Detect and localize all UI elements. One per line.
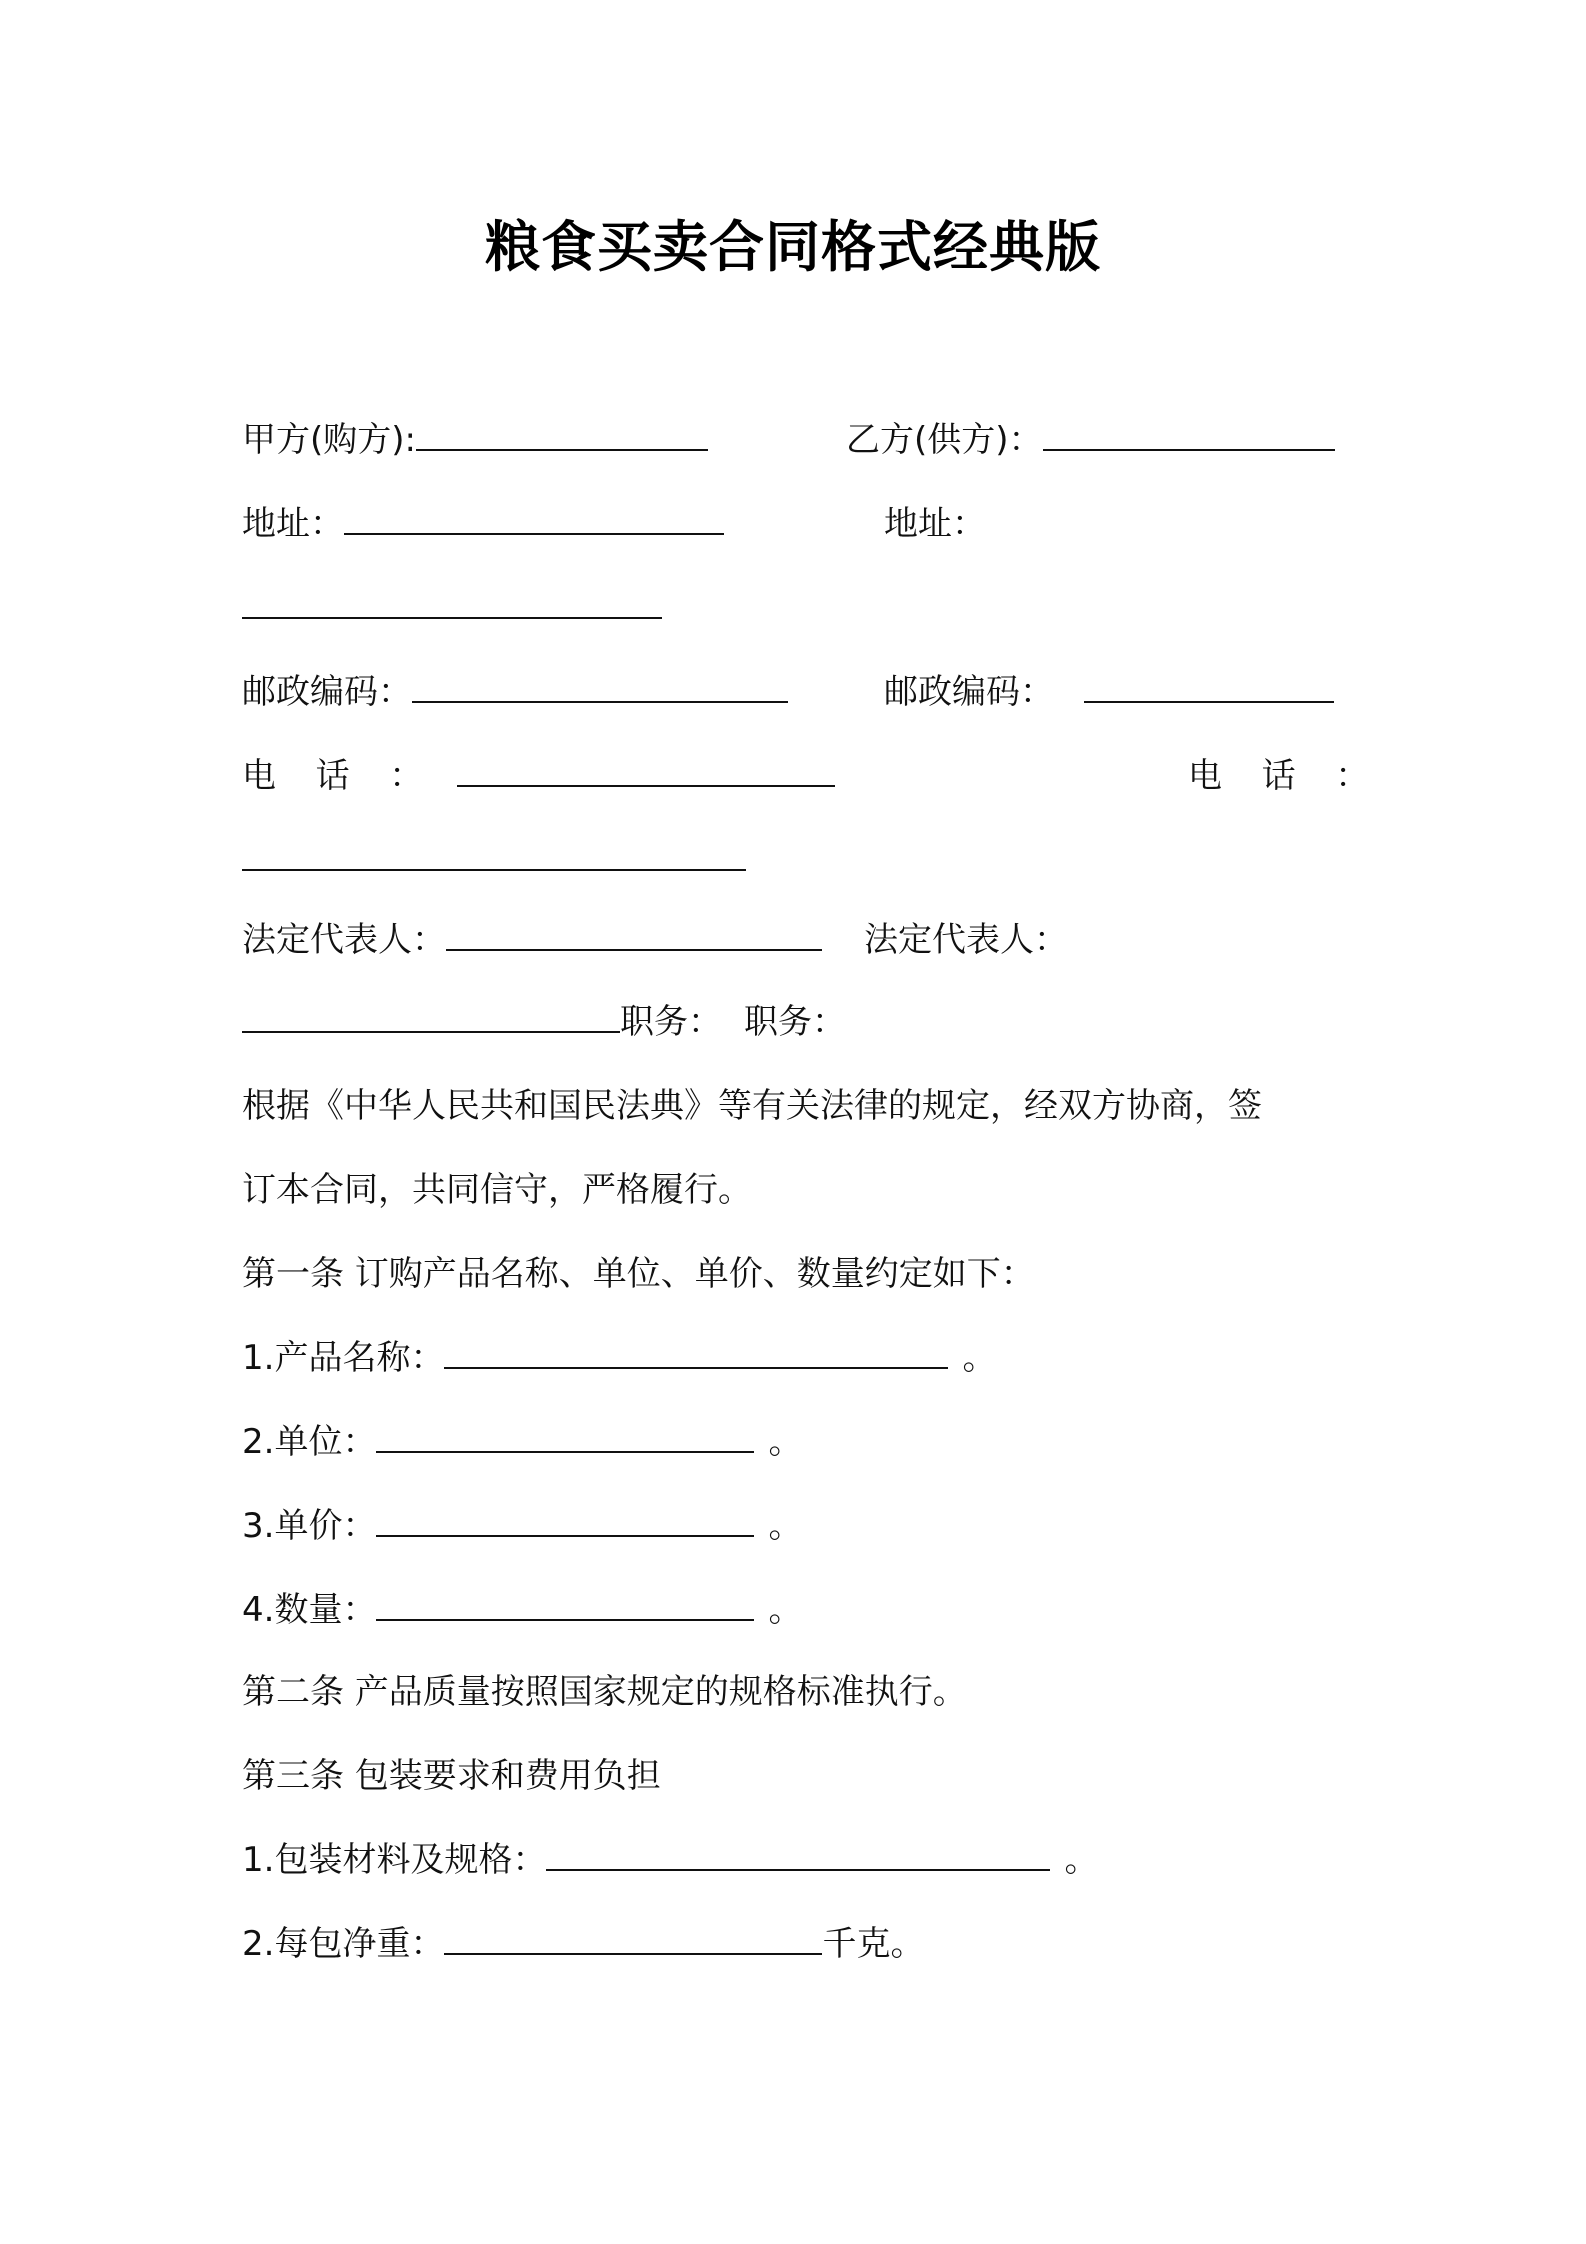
end-mark: 。 (962, 1338, 997, 1378)
packaging-material-blank[interactable] (546, 1839, 1050, 1871)
phone-b-continued-row (242, 838, 746, 882)
article-1-item-2 (242, 1420, 802, 1464)
product-name-blank[interactable] (444, 1337, 948, 1369)
address-a-row (242, 502, 724, 546)
address-b-continued-row (242, 586, 662, 630)
article-3-heading: 第三条 包装要求和费用负担 (242, 1756, 661, 1796)
unit-label: 2.单位： (242, 1422, 377, 1462)
legal-rep-a-row (242, 918, 822, 962)
legal-rep-b-row (864, 918, 1068, 962)
product-name-label: 1.产品名称： (242, 1338, 445, 1378)
legal-rep-a-blank[interactable] (446, 919, 822, 951)
legal-rep-b-label: 法定代表人： (864, 920, 1068, 960)
article-3-item-1 (242, 1838, 1098, 1882)
party-b-blank[interactable] (1043, 419, 1335, 451)
address-a-label: 地址： (242, 504, 344, 544)
end-mark: 。 (768, 1590, 803, 1630)
net-weight-label: 2.每包净重： (242, 1924, 445, 1964)
postcode-a-label: 邮政编码： (242, 672, 412, 712)
party-a-label: 甲方(购方): (242, 420, 416, 460)
unit-price-label: 3.单价： (242, 1506, 377, 1546)
legal-rep-a-label: 法定代表人： (242, 920, 446, 960)
phone-b-label: 电 话 ： (1188, 756, 1376, 796)
party-b-label: 乙方(供方)： (846, 420, 1043, 460)
party-a-row (242, 418, 708, 462)
postcode-b-blank[interactable] (1084, 671, 1334, 703)
end-mark: 。 (1064, 1840, 1099, 1880)
position-a-label: 职务： (620, 1002, 722, 1042)
party-a-blank[interactable] (416, 419, 708, 451)
postcode-a-row (242, 670, 788, 714)
position-row (242, 1000, 846, 1044)
unit-blank[interactable] (376, 1421, 754, 1453)
article-2-heading: 第二条 产品质量按照国家规定的规格标准执行。 (242, 1672, 967, 1712)
quantity-blank[interactable] (376, 1589, 754, 1621)
net-weight-blank[interactable] (444, 1923, 822, 1955)
phone-a-blank[interactable] (457, 755, 835, 787)
article-1-item-4 (242, 1588, 802, 1632)
postcode-b-row (884, 670, 1334, 714)
intro-line-1: 根据《中华人民共和国民法典》等有关法律的规定，经双方协商，签 (242, 1086, 1262, 1126)
end-mark: 。 (768, 1422, 803, 1462)
phone-a-label: 电 话 ： (242, 756, 430, 796)
phone-a-row (242, 754, 835, 798)
address-b-row (884, 502, 986, 546)
postcode-b-label: 邮政编码： (884, 672, 1054, 712)
address-b-label: 地址： (884, 504, 986, 544)
postcode-a-blank[interactable] (412, 671, 788, 703)
end-mark: 。 (768, 1506, 803, 1546)
article-1-item-3 (242, 1504, 802, 1548)
unit-price-blank[interactable] (376, 1505, 754, 1537)
article-3-item-2 (242, 1922, 924, 1966)
address-a-blank[interactable] (344, 503, 724, 535)
quantity-label: 4.数量： (242, 1590, 377, 1630)
phone-b-blank[interactable] (242, 839, 746, 871)
net-weight-unit: 千克。 (822, 1924, 925, 1964)
packaging-material-label: 1.包装材料及规格： (242, 1840, 547, 1880)
intro-line-2: 订本合同，共同信守，严格履行。 (242, 1170, 752, 1210)
address-b-blank[interactable] (242, 587, 662, 619)
position-b-label: 职务： (744, 1002, 846, 1042)
article-1-item-1 (242, 1336, 996, 1380)
article-1-heading: 第一条 订购产品名称、单位、单价、数量约定如下： (242, 1254, 1035, 1294)
phone-b-row (1188, 754, 1375, 798)
party-b-row (846, 418, 1335, 462)
legal-rep-b-blank[interactable] (242, 1001, 620, 1033)
document-title: 粮食买卖合同格式经典版 (484, 215, 1101, 279)
